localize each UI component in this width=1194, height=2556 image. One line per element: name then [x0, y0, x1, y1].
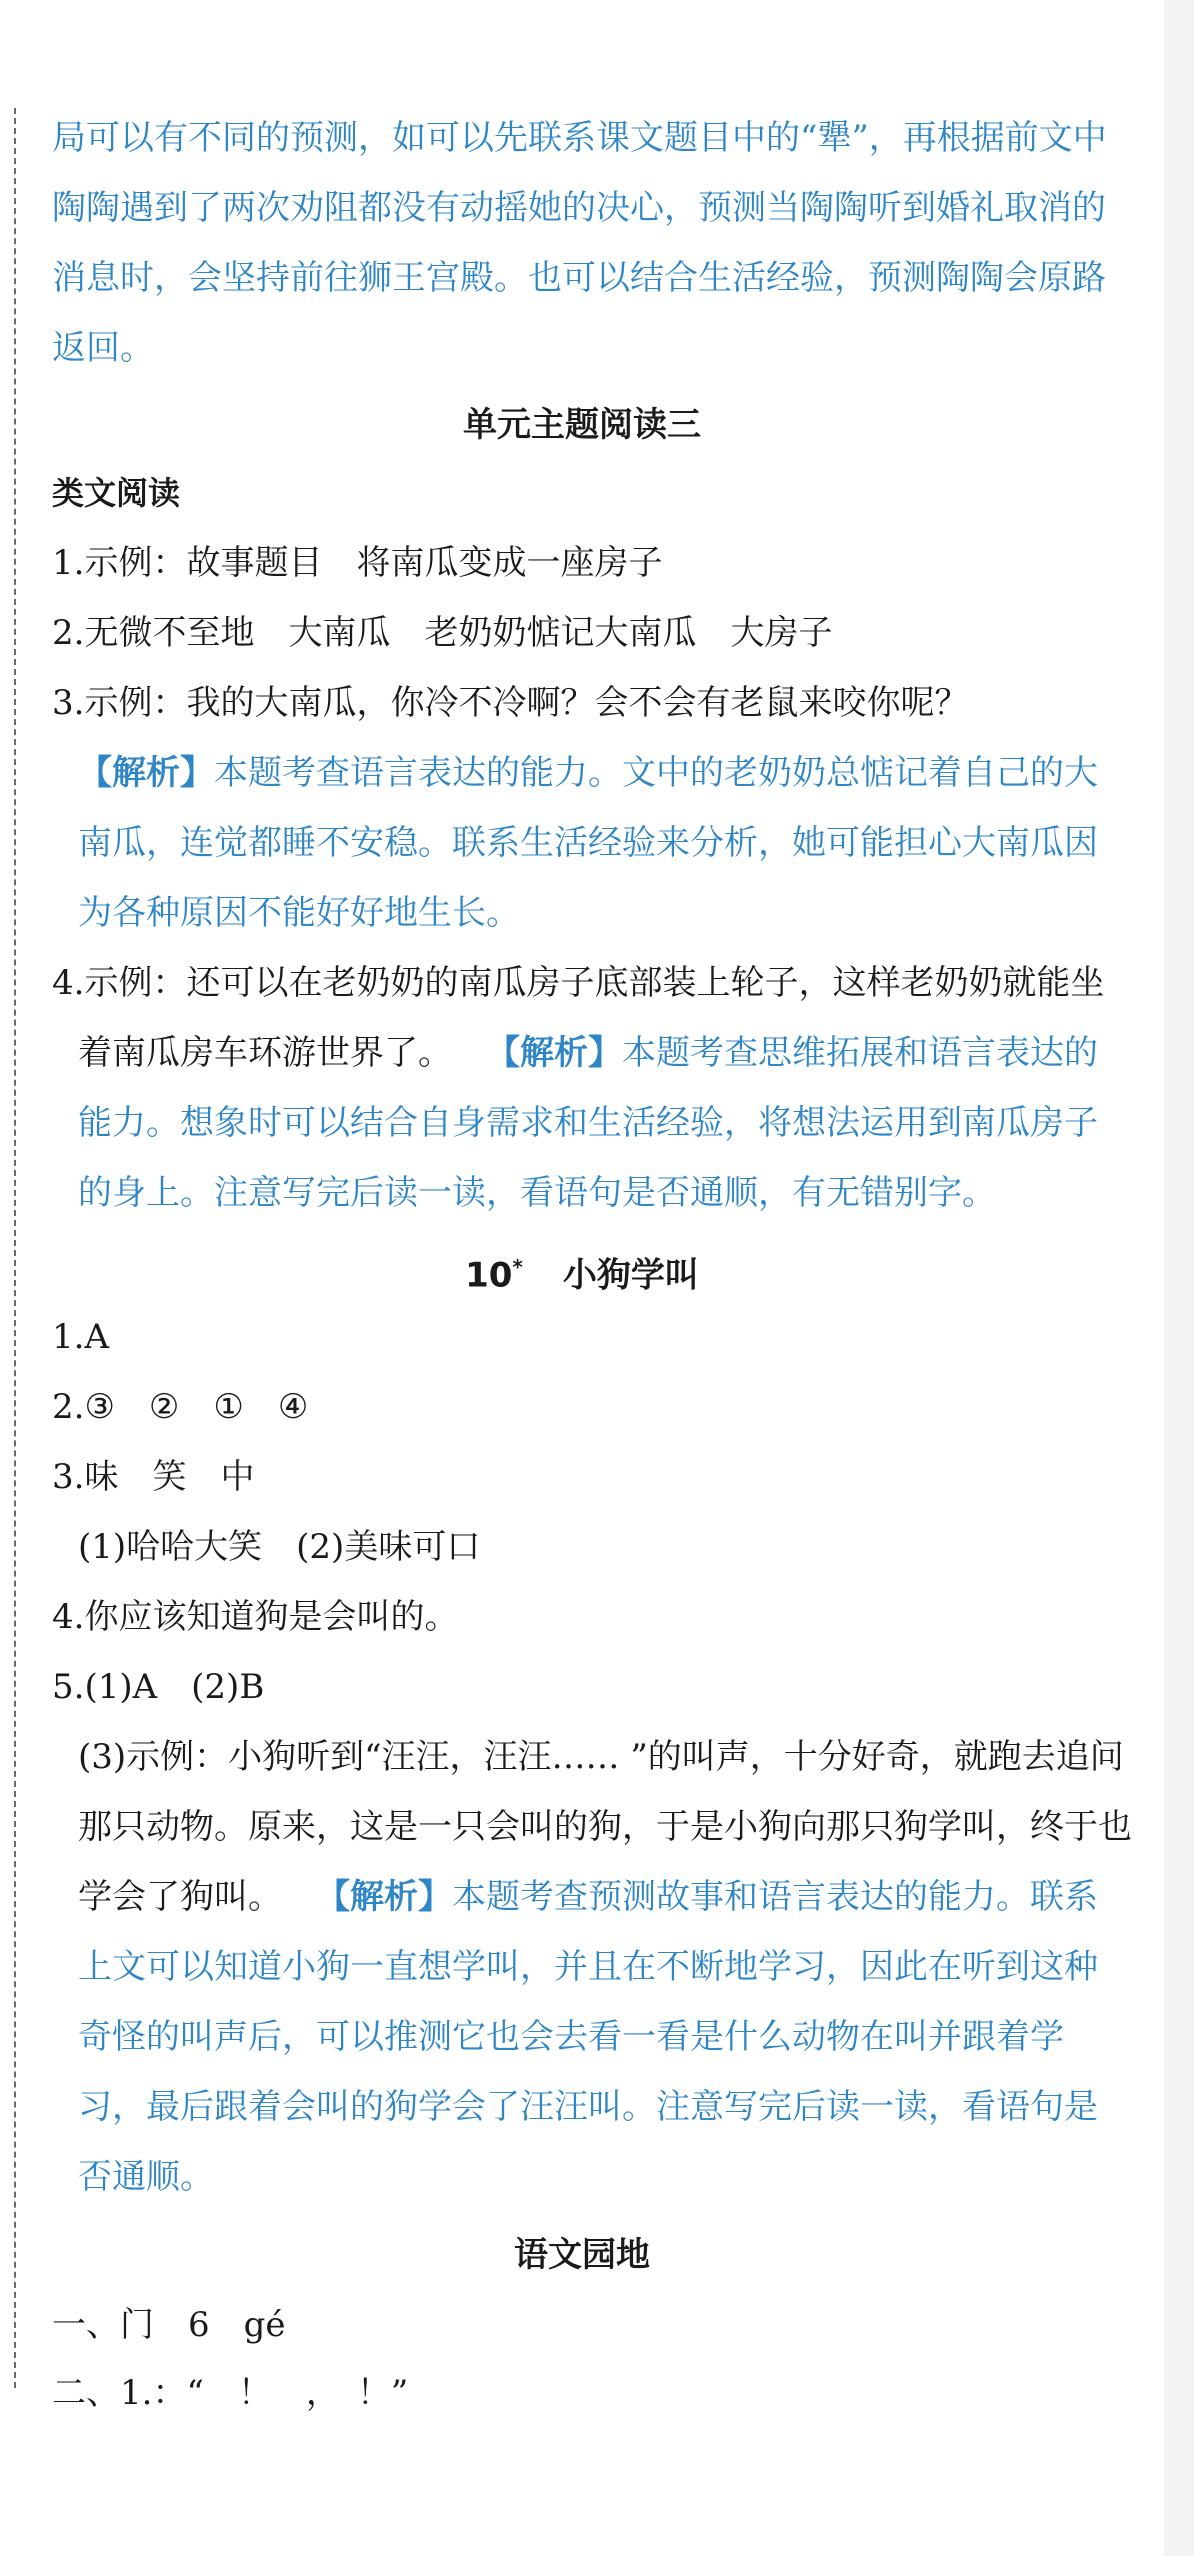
lesson-number: 10 — [465, 1255, 513, 1296]
answer-text: 着南瓜房车环游世界了。 — [78, 1033, 452, 1073]
lesson-answer-5: 5.(1)A (2)B — [52, 1667, 265, 1707]
answer-4-analysis-line-2: 能力。想象时可以结合自身需求和生活经验，将想法运用到南瓜房子 — [78, 1103, 1098, 1143]
answer-3: 3.示例：我的大南瓜，你冷不冷啊？会不会有老鼠来咬你呢？ — [52, 683, 969, 723]
answer-text: 学会了狗叫。 — [78, 1877, 282, 1917]
answer-4-line-1: 4.示例：还可以在老奶奶的南瓜房子底部装上轮子，这样老奶奶就能坐 — [52, 963, 1105, 1003]
section-title-chinese-garden: 语文园地 — [514, 2235, 650, 2275]
analysis-text: 本题考查语言表达的能力。文中的老奶奶总惦记着自己的大 — [214, 753, 1098, 793]
lesson-star: * — [512, 1255, 523, 1279]
analysis-tag: 【解析】 — [316, 1877, 452, 1917]
intro-analysis-line-1: 局可以有不同的预测，如可以先联系课文题目中的“犟”，再根据前文中 — [52, 118, 1107, 158]
lesson-name: 小狗学叫 — [562, 1255, 699, 1296]
answer-4-analysis-line-3: 的身上。注意写完后读一读，看语句是否通顺，有无错别字。 — [78, 1173, 996, 1213]
analysis-tag: 【解析】 — [486, 1033, 622, 1073]
lesson-answer-5-analysis-line-4: 习，最后跟着会叫的狗学会了汪汪叫。注意写完后读一读，看语句是 — [78, 2087, 1098, 2127]
analysis-text: 本题考查预测故事和语言表达的能力。联系 — [452, 1877, 1098, 1917]
analysis-tag: 【解析】 — [78, 753, 214, 793]
lesson-answer-5-3-line-2: 那只动物。原来，这是一只会叫的狗，于是小狗向那只狗学叫，终于也 — [78, 1807, 1132, 1847]
garden-answer-2: 二、1.：“ ！ ， ！” — [52, 2373, 409, 2413]
lesson-answer-5-analysis-line-5: 否通顺。 — [78, 2157, 214, 2197]
lesson-answer-5-analysis-line-3: 奇怪的叫声后，可以推测它也会去看一看是什么动物在叫并跟着学 — [78, 2017, 1064, 2057]
lesson-answer-4: 4.你应该知道狗是会叫的。 — [52, 1597, 459, 1637]
section-title-unit-reading: 单元主题阅读三 — [463, 405, 701, 445]
lesson-answer-5-3-line-1: (3)示例：小狗听到“汪汪，汪汪…… ”的叫声，十分好奇，就跑去追问 — [78, 1737, 1124, 1777]
intro-analysis-line-3: 消息时，会坚持前往狮王宫殿。也可以结合生活经验，预测陶陶会原路 — [52, 258, 1106, 298]
answer-3-analysis-line-1 — [78, 738, 1098, 808]
answer-3-analysis-line-3: 为各种原因不能好好地生长。 — [78, 893, 520, 933]
answer-4-line-2 — [78, 1018, 1098, 1088]
answer-3-analysis-line-2: 南瓜，连觉都睡不安稳。联系生活经验来分析，她可能担心大南瓜因 — [78, 823, 1098, 863]
answer-1: 1.示例：故事题目 将南瓜变成一座房子 — [52, 543, 663, 583]
lesson-answer-3-sub: (1)哈哈大笑 (2)美味可口 — [78, 1527, 481, 1567]
lesson-answer-3: 3.味 笑 中 — [52, 1457, 255, 1497]
lesson-answer-5-analysis-line-2: 上文可以知道小狗一直想学叫，并且在不断地学习，因此在听到这种 — [78, 1947, 1098, 1987]
lesson-title — [0, 1232, 1164, 1310]
intro-analysis-line-2: 陶陶遇到了两次劝阻都没有动摇她的决心，预测当陶陶听到婚礼取消的 — [52, 188, 1106, 228]
analysis-text: 本题考查思维拓展和语言表达的 — [622, 1033, 1098, 1073]
answer-2: 2.无微不至地 大南瓜 老奶奶惦记大南瓜 大房子 — [52, 613, 833, 653]
lesson-answer-1: 1.A — [52, 1317, 109, 1357]
lesson-answer-2: 2.③ ② ① ④ — [52, 1387, 309, 1427]
lesson-answer-5-3-line-3 — [78, 1862, 1098, 1932]
intro-analysis-line-4: 返回。 — [52, 328, 154, 368]
subsection-title-similar-reading: 类文阅读 — [52, 474, 181, 512]
garden-answer-1: 一、门 6 gé — [52, 2305, 286, 2345]
